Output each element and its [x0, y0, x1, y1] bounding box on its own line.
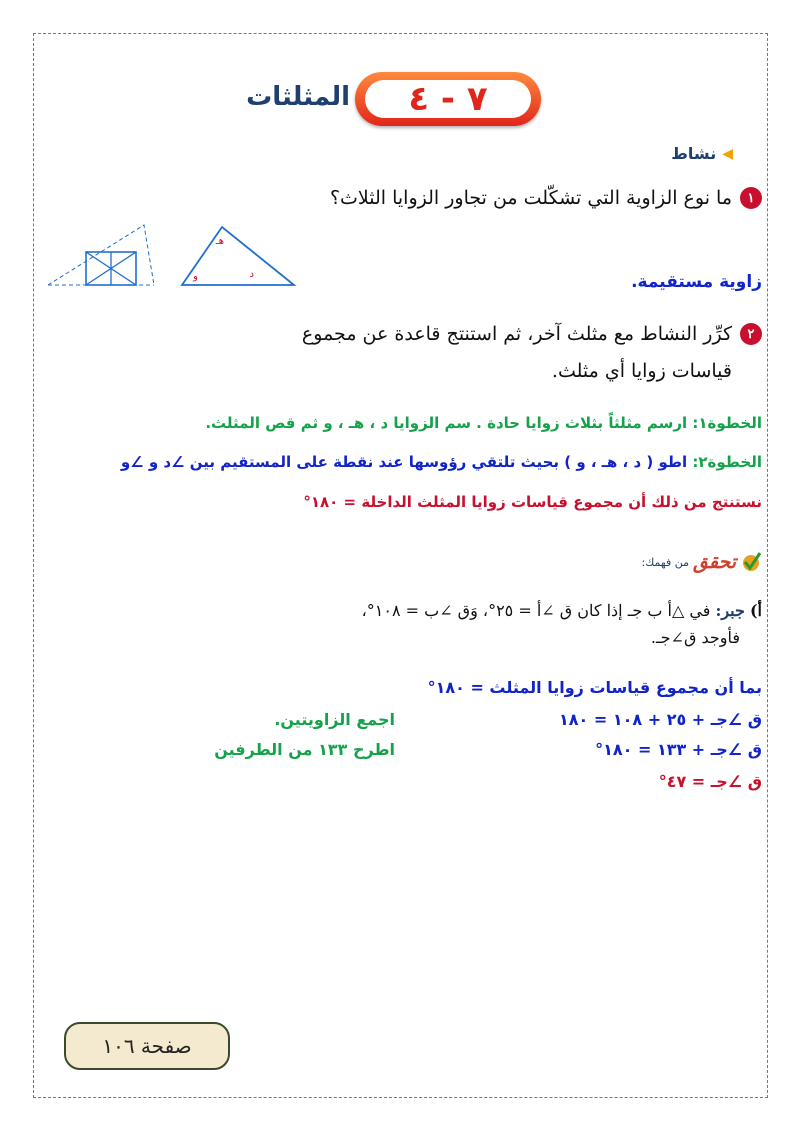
checkmark-icon: [740, 551, 762, 573]
folded-triangle-figure: [48, 225, 154, 285]
question-2: [302, 323, 762, 345]
step-2: [121, 453, 762, 471]
solution-eq-2: ق ∠جـ + ١٣٣ = ١٨٠°: [595, 740, 762, 759]
check-title: تحقق: [692, 551, 736, 573]
question-1-text: ما نوع الزاوية التي تشكّلت من تجاور الزوايا الثلاث؟: [329, 187, 732, 209]
lesson-title: المثلثات: [246, 82, 350, 112]
conclusion: نستنتج من ذلك أن مجموع قياسات زوايا المثلث الداخلة = ١٨٠°: [303, 493, 762, 511]
step-1-text: ارسم مثلثاً بثلاث زوايا حادة . سم الزوايا د ، هـ ، و ثم قص المثلث.: [205, 414, 693, 432]
angle-label-d: د: [249, 269, 254, 280]
check-subtitle: من فهمك:: [641, 555, 689, 569]
activity-heading: [671, 144, 733, 163]
question-2-line-1: كرِّر النشاط مع مثلث آخر، ثم استنتج قاعدة عن مجموع: [301, 323, 732, 345]
question-1: [330, 187, 762, 209]
exercise-line-1: [362, 601, 762, 620]
solution-intro: بما أن مجموع قياسات زوايا المثلث = ١٨٠°: [427, 678, 762, 697]
angle-label-h: هـ: [215, 236, 224, 247]
triangle-bullet-icon: ◀: [722, 145, 733, 162]
step-1-prefix: الخطوة١:: [692, 414, 762, 432]
angle-label-w: و: [193, 271, 198, 282]
solution-note-2: اطرح ١٣٣ من الطرفين: [214, 740, 395, 759]
exercise-line-2: فأوجد ق∠جـ.: [650, 628, 740, 647]
step-2-text: اطو ( د ، هـ ، و ) بحيث تلتقي رؤوسها عند نقطة على المستقيم بين ∠د و ∠و: [120, 453, 693, 471]
step-1: [205, 414, 762, 432]
answer-1: زاوية مستقيمة.: [631, 272, 762, 292]
activity-label: نشاط: [671, 144, 717, 163]
step-2-prefix: الخطوة٢:: [692, 453, 762, 471]
solution-eq-3: ق ∠جـ = ٤٧°: [658, 772, 762, 791]
question-number-badge: ١: [740, 187, 762, 209]
solution-eq-1: ق ∠جـ + ٢٥ + ١٠٨ = ١٨٠: [559, 710, 762, 729]
exercise-label: أ): [749, 601, 762, 620]
labeled-triangle-figure: [182, 227, 294, 285]
exercise-text: في △أ ب جـ إذا كان ق ∠أ = ٢٥°، وَق ∠ب = ١٠٨°،: [361, 601, 716, 620]
question-number-badge: ٢: [740, 323, 762, 345]
triangle-figures: [44, 222, 306, 294]
lesson-number-badge: [355, 72, 541, 126]
solution-note-1: اجمع الزاويتين.: [274, 710, 395, 729]
check-understanding-heading: [642, 551, 762, 573]
page-number: صفحة ١٠٦: [64, 1022, 230, 1070]
question-2-line-2: قياسات زوايا أي مثلث.: [551, 360, 732, 382]
lesson-number: ٧ - ٤: [365, 80, 531, 118]
exercise-topic: جبر:: [715, 601, 745, 620]
